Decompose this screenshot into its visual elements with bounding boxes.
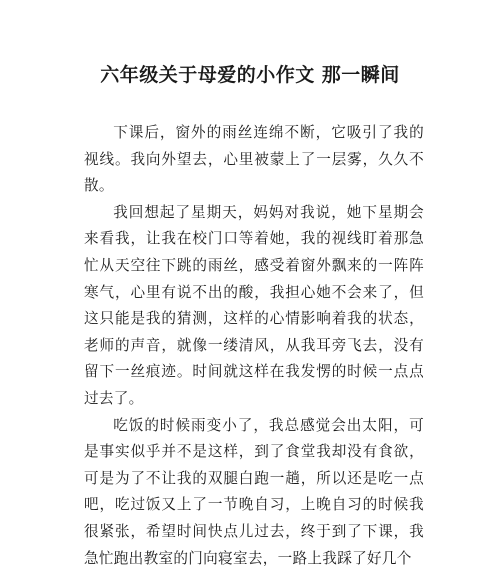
paragraph: 我回想起了星期天，妈妈对我说，她下星期会来看我，让我在校门口等着她，我的视线盯着那急忙从天空往下跳的雨丝，感受着窗外飘来的一阵阵寒气，心里有说不出的酸，我担心她不会来了，但这只能是我的猜测，这样的心情影响着我的状态，老师的声音，就像一缕清风，从我耳旁飞去，没有留下一丝痕迹。时间就这样在我发愣的时候一点点过去了。 <box>84 203 424 407</box>
document-body <box>84 120 424 566</box>
paragraph: 下课后，窗外的雨丝连绵不断，它吸引了我的视线。我向外望去，心里被蒙上了一层雾，久久不散。 <box>84 124 424 195</box>
document-title: 六年级关于母爱的小作文 那一瞬间 <box>100 64 400 86</box>
paragraph: 吃饭的时候雨变小了，我总感觉会出太阳，可是事实似乎并不是这样，到了食堂我却没有食欲，可是为了不让我的双腿白跑一趟，所以还是吃一点吧，吃过饭又上了一节晚自习，上晚自习的时候我很紧张，希望时间快点儿过去，终于到了下课，我急忙跑出教室的门向寝室去，一路上我踩了好几个 <box>84 416 424 566</box>
